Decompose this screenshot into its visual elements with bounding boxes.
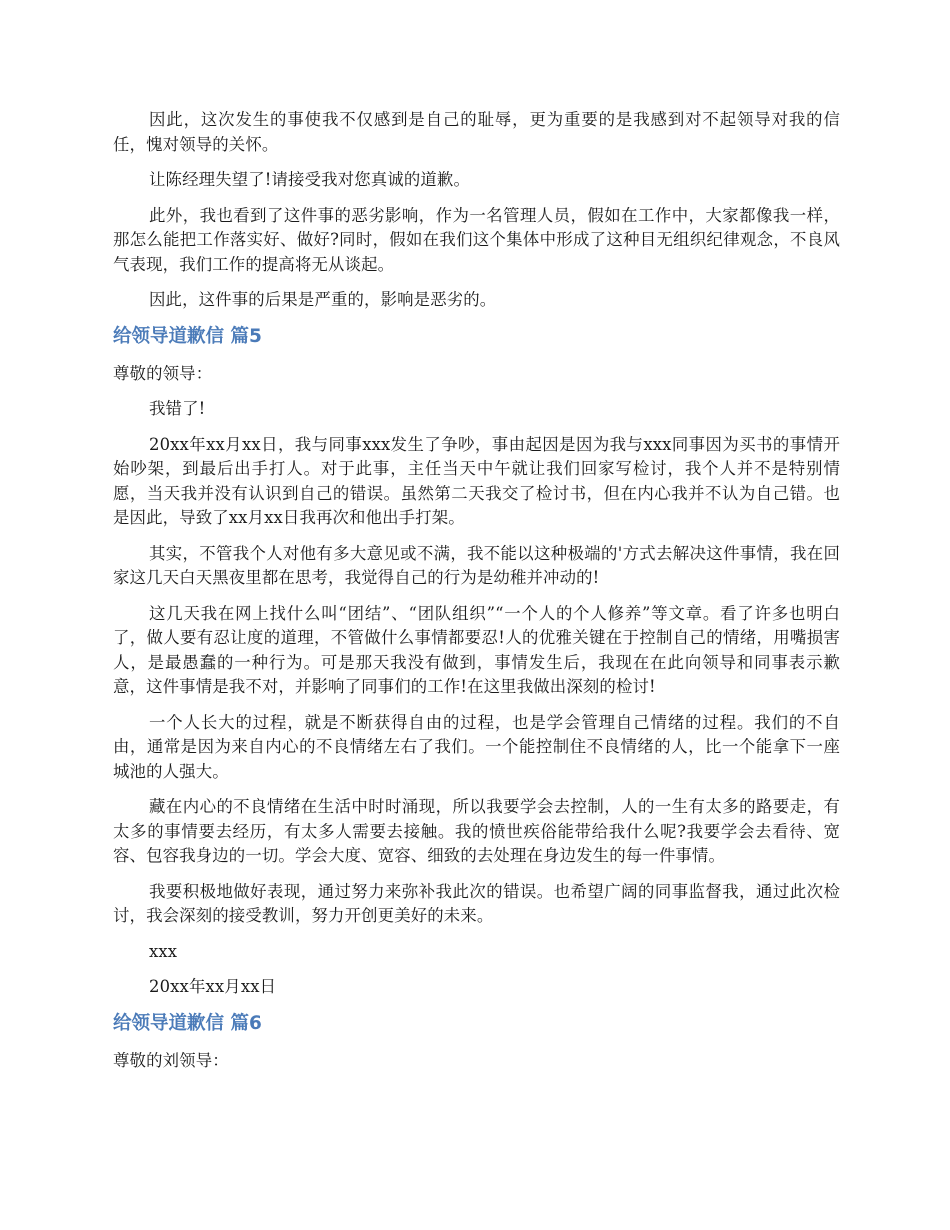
salutation: 尊敬的领导： bbox=[113, 363, 213, 383]
paragraph: 因此，这次发生的事使我不仅感到是自己的耻辱，更为重要的是我感到对不起领导对我的信任，愧对领导的关怀。 bbox=[113, 110, 840, 154]
paragraph: 一个人长大的过程，就是不断获得自由的过程，也是学会管理自己情绪的过程。我们的不自由，通常是因为来自内心的不良情绪左右了我们。一个能控制住不良情绪的人，比一个能拿下一座城池的人强大。 bbox=[113, 712, 840, 781]
section-heading-5: 给领导道歉信 篇5 bbox=[113, 325, 262, 347]
paragraph: 此外，我也看到了这件事的恶劣影响，作为一名管理人员，假如在工作中，大家都像我一样，那怎么能把工作落实好、做好?同时，假如在我们这个集体中形成了这种目无组织纪律观念，不良风气表现，我们工作的提高将无从谈起。 bbox=[113, 205, 840, 274]
paragraph: 藏在内心的不良情绪在生活中时时涌现，所以我要学会去控制，人的一生有太多的路要走，有太多的事情要去经历，有太多人需要去接触。我的愤世疾俗能带给我什么呢?我要学会去看待、宽容、包容我身边的一切。学会大度、宽容、细致的去处理在身边发生的每一件事情。 bbox=[113, 797, 840, 865]
paragraph: 我错了! bbox=[149, 399, 206, 418]
paragraph: 其实，不管我个人对他有多大意见或不满，我不能以这种极端的'方式去解决这件事情，我在回家这几天白天黑夜里都在思考，我觉得自己的行为是幼稚并冲动的! bbox=[113, 543, 840, 587]
paragraph: 我要积极地做好表现，通过努力来弥补我此次的错误。也希望广阔的同事监督我，通过此次检讨，我会深刻的接受教训，努力开创更美好的未来。 bbox=[113, 881, 840, 925]
paragraph: 这几天我在网上找什么叫“团结”、“团队组织”“一个人的个人修养”等文章。看了许多也明白了，做人要有忍让度的道理，不管做什么事情都要忍!人的优雅关键在于控制自己的情绪，用嘴损害人，是最愚蠢的一种行为。可是那天我没有做到，事情发生后，我现在在此向领导和同事表示歉意，这件事情是我不对，并影响了同事们的工作!在这里我做出深刻的检讨! bbox=[113, 603, 840, 696]
paragraph: 因此，这件事的后果是严重的，影响是恶劣的。 bbox=[149, 290, 497, 309]
paragraph: 让陈经理失望了!请接受我对您真诚的道歉。 bbox=[149, 170, 471, 189]
signature: xxx bbox=[149, 941, 178, 961]
paragraph: 20xx年xx月xx日，我与同事xxx发生了争吵，事由起因是因为我与xxx同事因为买书的事情开始吵架，到最后出手打人。对于此事，主任当天中午就让我们回家写检讨，我个人并不是特别情愿，当天我并没有认识到自己的错误。虽然第二天我交了检讨书，但在内心我并不认为自己错。也是因此，导致了xx月xx日我再次和他出手打架。 bbox=[113, 434, 840, 527]
section-heading-6: 给领导道歉信 篇6 bbox=[113, 1012, 262, 1034]
letter-date: 20xx年xx月xx日 bbox=[149, 977, 277, 996]
salutation: 尊敬的刘领导： bbox=[113, 1050, 229, 1070]
document-page bbox=[113, 108, 840, 1084]
